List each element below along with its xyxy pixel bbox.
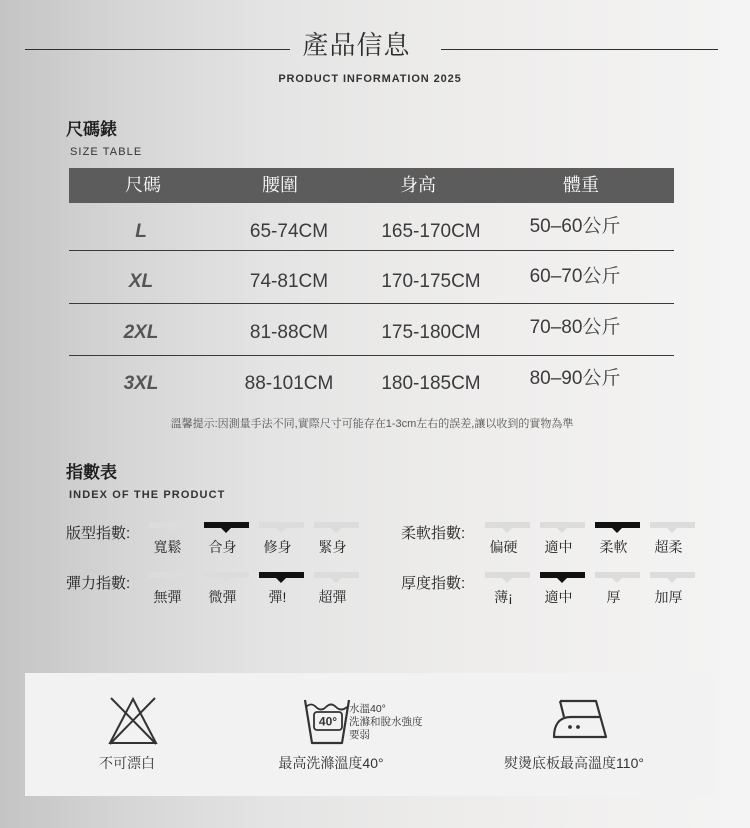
weight-cell: 80–90公斤 [529,368,621,389]
row-divider [69,250,674,251]
header-rule-right [441,49,718,50]
waist-cell: 65-74CM [249,221,329,242]
option-label: 加厚 [654,589,683,605]
table-row [69,257,674,307]
index-option [650,522,695,558]
size-cell: 2XL [123,322,159,343]
index-elasticity [66,569,386,609]
option-label: 寬鬆 [153,539,182,555]
index-option [204,522,249,558]
option-label: 合身 [208,539,237,555]
index-label: 柔軟指數: [401,525,466,542]
waist-cell: 88-101CM [244,373,334,394]
index-thickness [401,569,721,609]
level-pointer [331,528,341,533]
level-pointer [612,528,622,533]
size-cell: L [135,221,147,242]
level-pointer [667,578,677,583]
level-pointer [667,528,677,533]
level-pointer [612,578,622,583]
level-pointer [166,578,176,583]
option-label: 微彈 [208,589,237,605]
wash-note-line: 水溫40° [349,703,386,715]
level-pointer [276,528,286,533]
no-bleach-icon [107,696,159,746]
index-label: 版型指數: [66,525,131,542]
size-table-title: 尺碼錶 [66,120,117,139]
level-pointer [502,578,512,583]
wash-temperature-text: 40° [318,714,338,729]
care-label-iron: 熨燙底板最高溫度110° [504,755,644,771]
wash-note-line: 要弱 [349,729,370,741]
index-option [540,522,585,558]
index-fit [66,519,386,559]
option-label: 彈! [268,589,287,605]
waist-cell: 74-81CM [249,271,329,292]
level-pointer [276,578,286,583]
level-pointer [557,528,567,533]
index-option [259,522,304,558]
iron-low-temp-icon [551,698,611,740]
option-label: 緊身 [318,539,347,555]
weight-cell: 60–70公斤 [529,266,621,287]
size-table-subtitle: SIZE TABLE [70,146,143,158]
index-option [259,572,304,608]
table-row [69,359,674,409]
index-option [595,572,640,608]
option-label: 適中 [544,589,573,605]
height-cell: 180-185CM [381,373,481,394]
index-option [650,572,695,608]
weight-cell: 50–60公斤 [529,216,621,237]
index-option [540,572,585,608]
care-label-wash: 最高洗滌溫度40° [278,755,384,771]
level-pointer [221,528,231,533]
index-option [149,522,194,558]
height-cell: 165-170CM [381,221,481,242]
index-option [485,522,530,558]
size-cell: XL [128,271,154,292]
wash-note-line: 洗滌和脫水強度 [349,716,423,728]
index-option [204,572,249,608]
option-label: 超柔 [654,539,683,555]
option-label: 無彈 [153,589,182,605]
index-option [149,572,194,608]
measurement-note: 溫馨提示:因測量手法不同,實際尺寸可能存在1-3cm左右的誤差,讓以收到的實物為準 [170,418,574,430]
index-softness [401,519,721,559]
level-pointer [502,528,512,533]
page-subtitle: PRODUCT INFORMATION 2025 [278,73,462,85]
level-pointer [166,528,176,533]
option-label: 修身 [263,539,292,555]
height-cell: 175-180CM [381,322,481,343]
index-option [595,522,640,558]
column-header-size: 尺碼 [125,175,161,195]
waist-cell: 81-88CM [249,322,329,343]
option-label: 超彈 [318,589,347,605]
header-rule-left [25,49,290,50]
index-table-title: 指數表 [66,463,117,482]
wash-notes [349,703,423,742]
option-label: 適中 [544,539,573,555]
level-pointer [331,578,341,583]
size-cell: 3XL [123,373,159,394]
option-label: 偏硬 [489,539,518,555]
column-header-weight: 體重 [563,175,599,195]
column-header-waist: 腰圍 [262,175,298,195]
level-pointer [221,578,231,583]
page-title: 產品信息 [302,30,411,60]
weight-cell: 70–80公斤 [529,317,621,338]
option-label: 薄¡ [494,589,513,605]
index-option [314,522,359,558]
wash-40-icon [302,697,352,747]
index-option [485,572,530,608]
index-option [314,572,359,608]
option-label: 厚 [606,589,621,605]
height-cell: 170-175CM [381,271,481,292]
care-label-bleach: 不可漂白 [99,755,155,771]
index-label: 厚度指數: [401,575,466,592]
level-pointer [557,578,567,583]
size-table-header [69,168,674,203]
column-header-height: 身高 [400,175,436,195]
index-table-subtitle: INDEX OF THE PRODUCT [69,489,226,501]
option-label: 柔軟 [599,539,628,555]
index-label: 彈力指數: [66,575,131,592]
table-row [69,308,674,358]
